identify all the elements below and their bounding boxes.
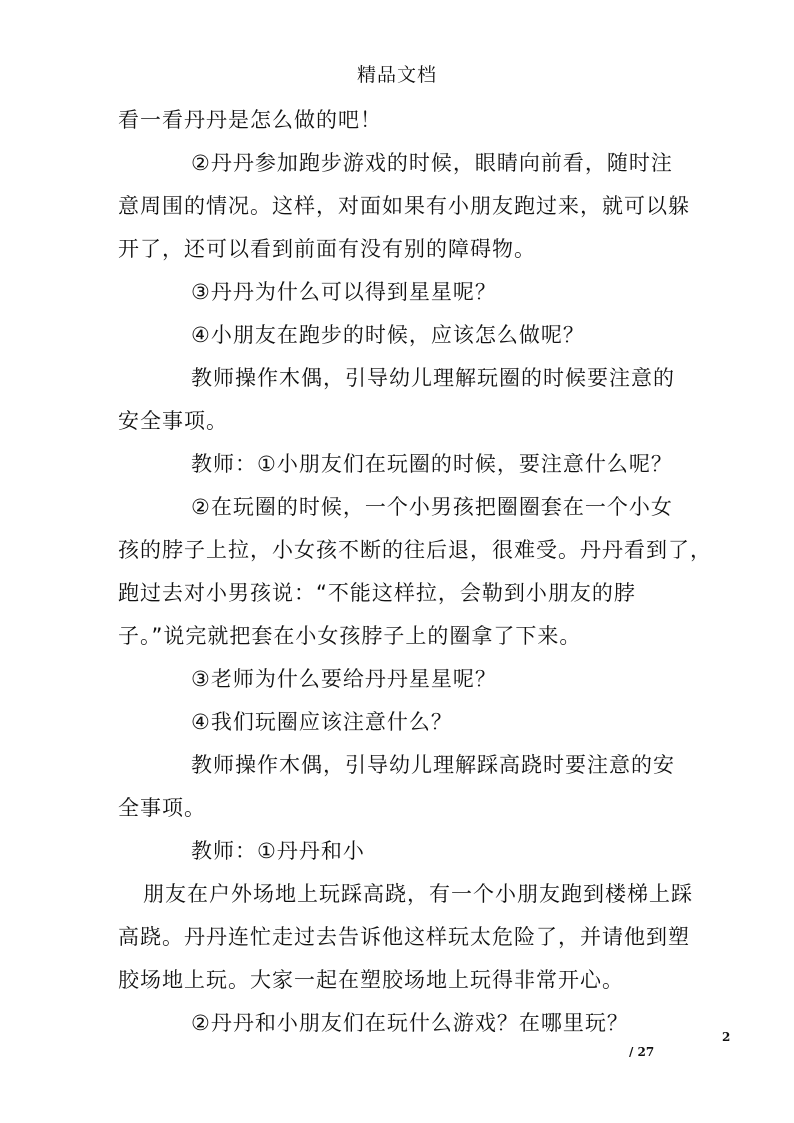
text-line: ②丹丹参加跑步游戏的时候，眼睛向前看，随时注 — [191, 151, 673, 175]
text-line: 教师：①小朋友们在玩圈的时候，要注意什么呢？ — [191, 452, 673, 476]
text-line: ③丹丹为什么可以得到星星呢？ — [191, 280, 497, 304]
text-line: 跑过去对小男孩说：“不能这样拉，会勒到小朋友的脖 — [118, 581, 636, 605]
text-line: 子。”说完就把套在小女孩脖子上的圈拿了下来。 — [118, 624, 582, 648]
text-line: 胶场地上玩。大家一起在塑胶场地上玩得非常开心。 — [118, 968, 624, 992]
page-number: 2 — [722, 1030, 731, 1044]
text-line: ③老师为什么要给丹丹星星呢？ — [191, 667, 497, 691]
text-line: 朋友在户外场地上玩踩高跷，有一个小朋友跑到楼梯上踩 — [143, 882, 693, 906]
page-header: 精品文档 — [356, 64, 437, 86]
page-total: / 27 — [629, 1045, 655, 1059]
text-line: 安全事项。 — [118, 409, 228, 433]
text-line: 教师：①丹丹和小 — [191, 839, 365, 863]
text-line: ④我们玩圈应该注意什么？ — [191, 710, 453, 734]
text-line: 全事项。 — [118, 796, 206, 820]
text-line: ②在玩圈的时候，一个小男孩把圈圈套在一个小女 — [191, 495, 673, 519]
text-line: 教师操作木偶，引导幼儿理解玩圈的时候要注意的 — [191, 366, 675, 390]
text-line: 意周围的情况。这样，对面如果有小朋友跑过来，就可以躲 — [118, 194, 690, 218]
text-line: 看一看丹丹是怎么做的吧！ — [118, 108, 382, 132]
text-line: 教师操作木偶，引导幼儿理解踩高跷时要注意的安 — [191, 753, 675, 777]
text-line: ②丹丹和小朋友们在玩什么游戏？在哪里玩？ — [191, 1011, 629, 1035]
text-line: 孩的脖子上拉，小女孩不断的往后退，很难受。丹丹看到了， — [118, 538, 712, 562]
text-line: ④小朋友在跑步的时候，应该怎么做呢？ — [191, 323, 585, 347]
text-line: 高跷。丹丹连忙走过去告诉他这样玩太危险了，并请他到塑 — [118, 925, 690, 949]
text-line: 开了，还可以看到前面有没有别的障碍物。 — [118, 237, 536, 261]
